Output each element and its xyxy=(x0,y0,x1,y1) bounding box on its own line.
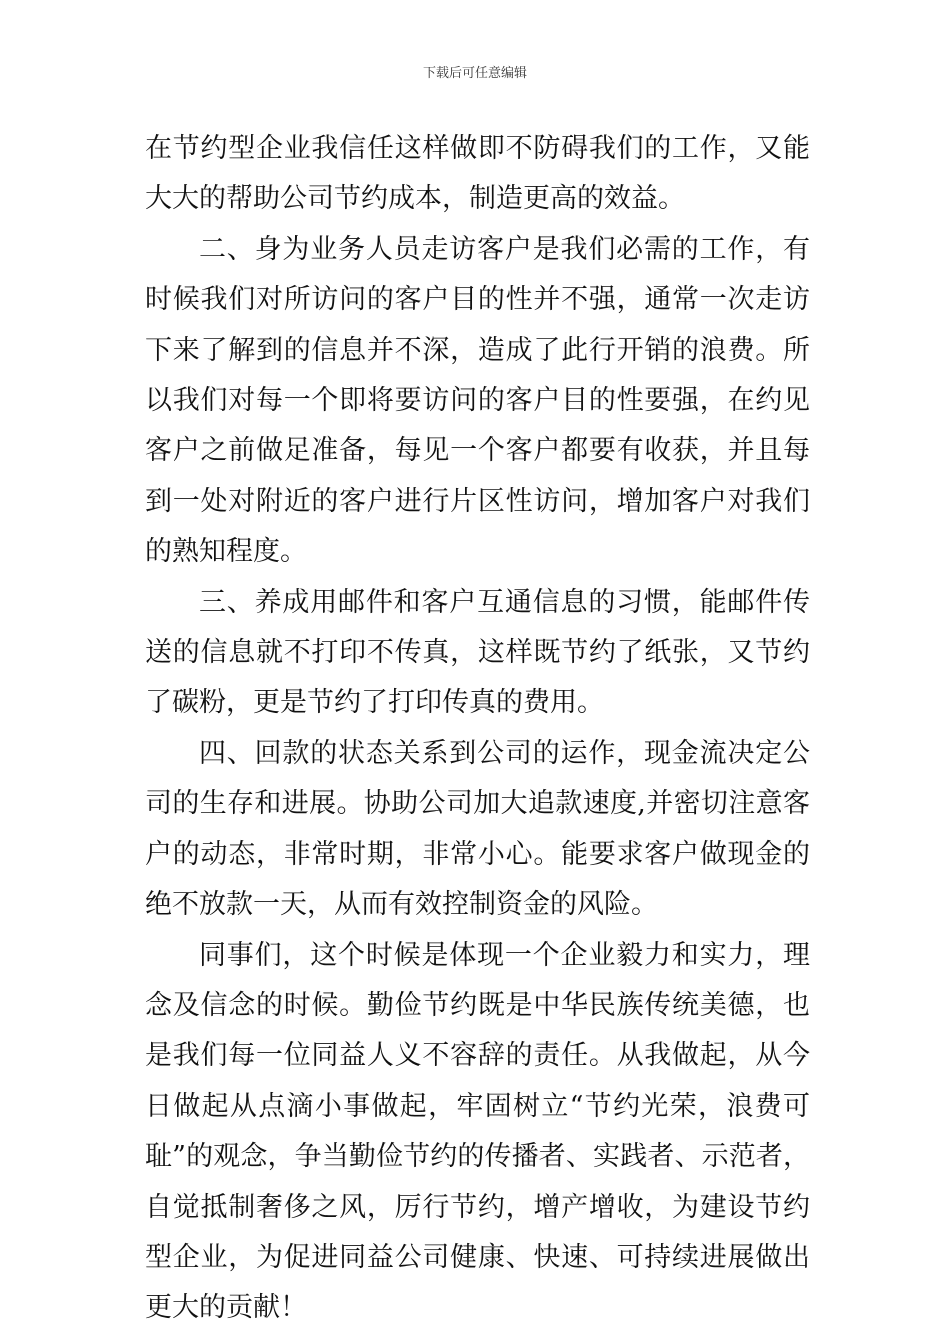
paragraph-closing-appeal: 同事们，这个时候是体现一个企业毅力和实力，理念及信念的时候。勤俭节约既是中华民族传统美德，也是我们每一位同益人义不容辞的责任。从我做起，从今日做起从点滴小事做起，牢固树立“节约光荣，浪费可耻”的观念，争当勤俭节约的传播者、实践者、示范者，自觉抵制奢侈之风，厉行节约，增产增收，为建设节约型企业，为促进同益公司健康、快速、可持续进展做出更大的贡献！ xyxy=(145,939,810,1324)
paragraph-point-two: 二、身为业务人员走访客户是我们必需的工作，有时候我们对所访问的客户目的性并不强，通常一次走访下来了解到的信息并不深，造成了此行开销的浪费。所以我们对每一个即将要访问的客户目的性要强，在约见客户之前做足准备，每见一个客户都要有收获，并且每到一处对附近的客户进行片区性访问，增加客户对我们的熟知程度。 xyxy=(145,233,810,568)
page-header-note: 下载后可任意编辑 xyxy=(422,66,527,81)
paragraph-point-four: 四、回款的状态关系到公司的运作，现金流决定公司的生存和进展。协助公司加大追款速度,并密切注意客户的动态，非常时期，非常小心。能要求客户做现金的绝不放款一天，从而有效控制资金的风险。 xyxy=(145,737,810,921)
paragraph-point-three: 三、养成用邮件和客户互通信息的习惯，能邮件传送的信息就不打印不传真，这样既节约了纸张，又节约了碳粉，更是节约了打印传真的费用。 xyxy=(145,586,810,719)
paragraph-continuation: 在节约型企业我信任这样做即不防碍我们的工作，又能大大的帮助公司节约成本，制造更高的效益。 xyxy=(145,133,810,215)
document-body xyxy=(145,124,810,1334)
